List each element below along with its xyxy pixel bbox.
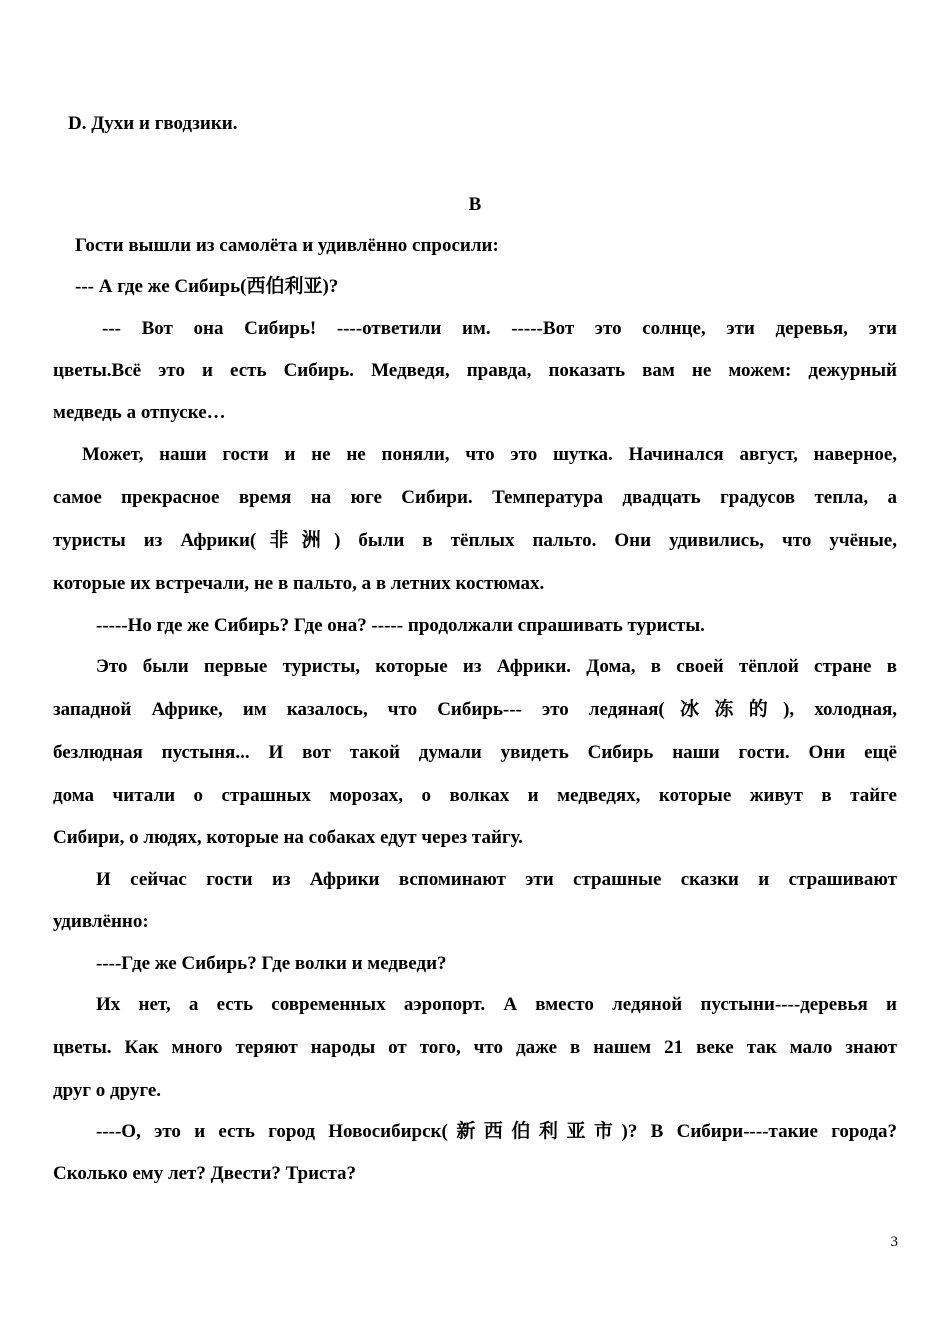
paragraph-line: Может, наши гости и не не поняли, что это шутка. Начинался август, наверное, <box>82 444 897 465</box>
paragraph-line: цветы.Всё это и есть Сибирь. Медведя, правда, показать вам не можем: дежурный <box>53 360 897 381</box>
paragraph-line: И сейчас гости из Африки вспоминают эти страшные сказки и страшивают <box>96 869 897 890</box>
paragraph-line: --- Вот она Сибирь! ----ответили им. -----Вот это солнце, эти деревья, эти <box>102 318 897 339</box>
paragraph-line: самое прекрасное время на юге Сибири. Температура двадцать градусов тепла, а <box>53 487 897 508</box>
paragraph-line: ----Где же Сибирь? Где волки и медведи? <box>96 953 447 974</box>
page-number: 3 <box>890 1234 898 1250</box>
paragraph-line: западной Африке, им казалось, что Сибирь--- это ледяная(冰冻的), холодная, <box>53 699 897 720</box>
paragraph-line: Гости вышли из самолёта и удивлённо спросили: <box>75 235 499 256</box>
paragraph-line: Сколько ему лет? Двести? Триста? <box>53 1163 357 1184</box>
paragraph-line: медведь а отпуске… <box>53 402 226 423</box>
paragraph-line: Сибири, о людях, которые на собаках едут через тайгу. <box>53 827 523 848</box>
paragraph-line: -----Но где же Сибирь? Где она? ----- продолжали спрашивать туристы. <box>96 615 705 636</box>
paragraph-line: ----О, это и есть город Новосибирск(新西伯利亚市)? В Сибири----такие города? <box>96 1121 897 1142</box>
option-d-line: D. Духи и гводзики. <box>68 113 238 134</box>
paragraph-line: удивлённо: <box>53 911 149 932</box>
paragraph-line: дома читали о страшных морозах, о волках и медведях, которые живут в тайге <box>53 785 897 806</box>
paragraph-line: цветы. Как много теряют народы от того, что даже в нашем 21 веке так мало знают <box>53 1037 897 1058</box>
paragraph-line: друг о друге. <box>53 1080 162 1101</box>
paragraph-line: туристы из Африки(非洲) были в тёплых пальто. Они удивились, что учёные, <box>53 530 897 551</box>
paragraph-line: Это были первые туристы, которые из Африки. Дома, в своей тёплой стране в <box>96 656 897 677</box>
paragraph-line: которые их встречали, не в пальто, а в летних костюмах. <box>53 573 545 594</box>
paragraph-line: Их нет, а есть современных аэропорт. А вместо ледяной пустыни----деревья и <box>96 994 897 1015</box>
paragraph-line: безлюдная пустыня... И вот такой думали увидеть Сибирь наши гости. Они ещё <box>53 742 897 763</box>
section-heading: В <box>468 194 482 215</box>
paragraph-line: --- А где же Сибирь(西伯利亚)? <box>75 276 339 297</box>
